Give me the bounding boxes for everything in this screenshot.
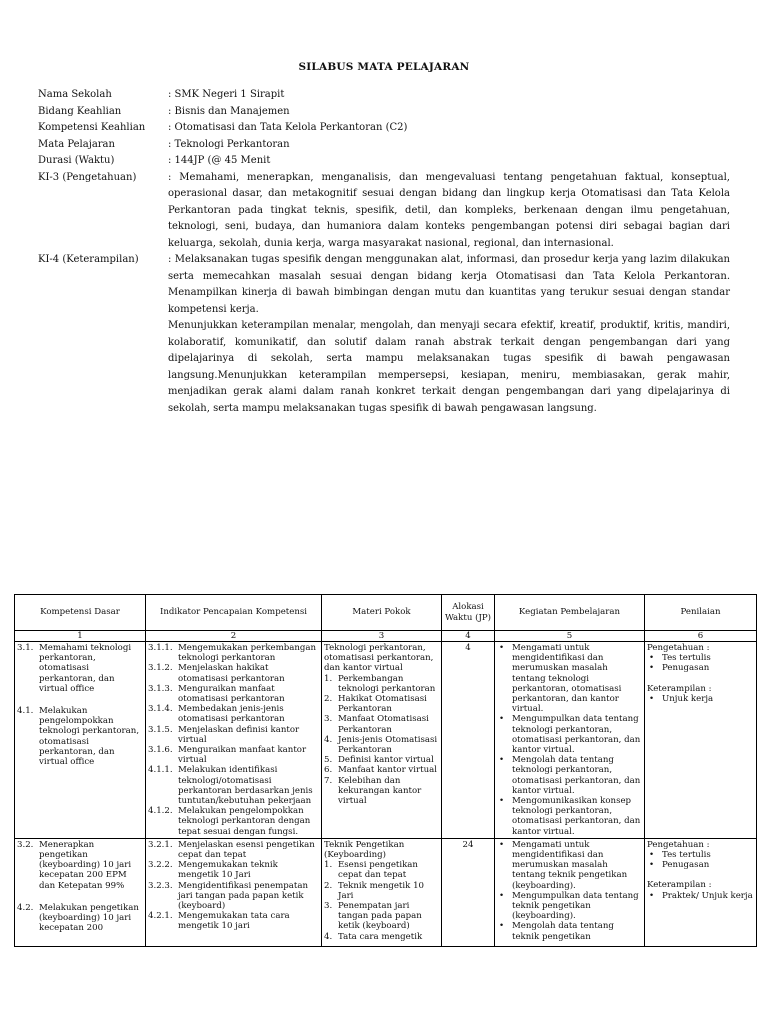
penilaian-keterampilan-list [647, 891, 754, 901]
kegiatan-item [497, 714, 642, 755]
indikator-number: 3.1.3. [148, 683, 173, 694]
kegiatan-item [497, 643, 642, 714]
meta-row [38, 104, 730, 121]
meta-value-text: Menunjukkan keterampilan menalar, mengolah, dan menyaji secara efektif, kreatif, produktif, kritis, mandiri, kolaboratif, komunikatif, dan solutif dalam ranah abstrak terkait dengan pengembangan dari yang dipelajarinya di sekolah, serta mampu melaksanakan tugas spesifik di bawah pengawasan langsung.Menunjukkan keterampilan mempersepsi, kesiapan, meniru, membiasakan, gerak mahir, menjadikan gerak alami dalam ranah konkret terkait dengan pengembangan dari yang dipelajarinya di sekolah, serta mampu melaksanakan tugas spesifik di bawah pengawasan langsung. [168, 320, 730, 414]
materi-text: Perkembangan teknologi perkantoran [338, 673, 436, 694]
materi-intro: Teknik Pengetikan (Keyboarding) [324, 839, 405, 861]
indikator-text: Menguraikan manfaat otomatisasi perkantoran [178, 683, 285, 705]
kd-item [17, 840, 143, 891]
indikator-text: Menguraikan manfaat kantor virtual [178, 745, 307, 766]
indikator-item [148, 860, 319, 880]
materi-item [324, 714, 439, 734]
header-penilaian: Penilaian [645, 595, 757, 631]
indikator-item [148, 765, 319, 806]
indikator-item [148, 704, 319, 724]
indikator-number: 3.1.4. [148, 704, 173, 715]
indikator-number: 3.1.5. [148, 724, 173, 735]
header-alokasi-waktu: Alokasi Waktu (JP) [442, 595, 495, 631]
kd-list [17, 643, 143, 767]
meta-value [168, 153, 730, 170]
identity-section [38, 87, 730, 417]
column-number: 6 [645, 631, 757, 642]
penilaian-pengetahuan-list [647, 850, 754, 870]
kegiatan-item [497, 796, 642, 837]
indikator-item [148, 840, 319, 860]
penilaian-item [647, 850, 754, 860]
header-kegiatan: Kegiatan Pembelajaran [495, 595, 645, 631]
table-header-row [15, 595, 757, 631]
materi-text: Definisi kantor virtual [338, 755, 434, 766]
bullet-icon: • [499, 714, 505, 725]
indikator-text: Mengemukakan tata cara mengetik 10 jari [178, 911, 290, 932]
header-kompetensi-dasar: Kompetensi Dasar [15, 595, 146, 631]
bullet-icon: • [649, 860, 655, 871]
penilaian-pengetahuan-label: Pengetahuan : [647, 839, 710, 850]
header-indikator: Indikator Pencapaian Kompetensi [146, 595, 322, 631]
kegiatan-item [497, 921, 642, 941]
indikator-text: Menjelaskan definisi kantor virtual [178, 724, 300, 745]
bullet-icon: • [499, 796, 505, 807]
materi-number: 2. [324, 694, 333, 705]
kegiatan-text: Mengumpulkan data tentang teknologi perkantoran, otomatisasi perkantoran, dan kantor virtual. [512, 714, 641, 756]
penilaian-text: Tes tertulis [662, 653, 711, 664]
bullet-icon: • [649, 653, 655, 664]
kegiatan-text: Mengolah data tentang teknologi perkantoran, otomatisasi perkantoran, dan kantor virtual. [512, 755, 641, 796]
penilaian-pengetahuan-list [647, 653, 754, 673]
meta-label: KI-4 (Keterampilan) [38, 254, 139, 265]
indikator-item [148, 725, 319, 745]
materi-item [324, 901, 439, 932]
meta-value [168, 120, 730, 137]
meta-value [168, 252, 730, 417]
indikator-number: 3.2.2. [148, 860, 173, 871]
materi-list [324, 860, 439, 942]
bullet-icon: • [499, 755, 505, 766]
materi-number: 7. [324, 775, 333, 786]
bullet-icon: • [649, 890, 655, 901]
column-number: 5 [495, 631, 645, 642]
kegiatan-item [497, 840, 642, 891]
table-row [15, 642, 757, 839]
materi-list [324, 674, 439, 807]
bullet-icon: • [499, 921, 505, 932]
cell-kegiatan [495, 642, 645, 839]
meta-value [168, 170, 730, 253]
materi-text: Teknik mengetik 10 Jari [338, 880, 425, 901]
kegiatan-list [497, 840, 642, 942]
cell-alokasi-waktu: 24 [442, 838, 495, 947]
cell-kompetensi-dasar [15, 642, 146, 839]
materi-item [324, 881, 439, 901]
kd-item [17, 643, 143, 694]
meta-row [38, 252, 730, 417]
penilaian-pengetahuan-label: Pengetahuan : [647, 643, 710, 653]
kd-number: 4.1. [17, 706, 34, 717]
materi-text: Manfaat kantor virtual [338, 765, 437, 776]
indikator-item [148, 684, 319, 704]
indikator-text: Mengemukakan perkembangan teknologi perkantoran [178, 643, 317, 664]
meta-row [38, 87, 730, 104]
bullet-icon: • [649, 693, 655, 704]
penilaian-text: Penugasan [662, 663, 710, 674]
materi-text: Manfaat Otomatisasi Perkantoran [338, 714, 429, 735]
materi-text: Esensi pengetikan cepat dan tepat [338, 860, 418, 881]
column-number: 2 [146, 631, 322, 642]
indikator-number: 3.2.3. [148, 880, 173, 891]
materi-number: 2. [324, 880, 333, 891]
materi-item [324, 674, 439, 694]
indikator-list [148, 643, 319, 837]
meta-value-text: : 144JP (@ 45 Menit [168, 155, 271, 166]
table-row [15, 838, 757, 947]
kd-item [17, 706, 143, 767]
meta-label: Bidang Keahlian [38, 105, 122, 117]
materi-number: 5. [324, 755, 333, 766]
materi-number: 1. [324, 673, 333, 684]
materi-number: 3. [324, 901, 333, 912]
penilaian-item [647, 653, 754, 663]
indikator-text: Melakukan pengelompokkan teknologi perkantoran dengan tepat sesuai dengan fungsi. [178, 806, 311, 837]
materi-number: 6. [324, 765, 333, 776]
kd-list [17, 840, 143, 934]
cell-alokasi-waktu: 4 [442, 642, 495, 839]
bullet-icon: • [649, 850, 655, 861]
column-number-row [15, 631, 757, 642]
materi-text: Penempatan jari tangan pada papan ketik (keyboard) [338, 901, 422, 932]
syllabus-table [14, 594, 757, 947]
materi-number: 4. [324, 931, 333, 942]
meta-value-text: : Bisnis dan Manajemen [168, 105, 290, 117]
kegiatan-text: Mengamati untuk mengidentifikasi dan merumuskan masalah tentang teknologi perkantoran, otomatisasi perkantoran, dan kantor virtual. [512, 643, 622, 715]
materi-text: Hakikat Otomatisasi Perkantoran [338, 694, 427, 715]
meta-row [38, 137, 730, 154]
indikator-text: Menjelaskan esensi pengetikan cepat dan tepat [178, 839, 315, 861]
meta-row [38, 170, 730, 253]
kegiatan-item [497, 755, 642, 796]
penilaian-keterampilan-list [647, 694, 754, 704]
materi-item [324, 860, 439, 880]
indikator-number: 3.1.6. [148, 745, 173, 756]
indikator-number: 4.2.1. [148, 911, 173, 922]
meta-label: Mata Pelajaran [38, 138, 115, 150]
cell-materi-pokok [322, 642, 442, 839]
indikator-number: 3.1.2. [148, 663, 173, 674]
cell-penilaian [645, 642, 757, 839]
penilaian-keterampilan-label: Keterampilan : [647, 880, 712, 891]
indikator-item [148, 881, 319, 912]
materi-item [324, 694, 439, 714]
indikator-item [148, 911, 319, 931]
bullet-icon: • [499, 839, 505, 850]
cell-indikator [146, 642, 322, 839]
penilaian-item [647, 663, 754, 673]
materi-item [324, 776, 439, 807]
column-number: 3 [322, 631, 442, 642]
page-title: SILABUS MATA PELAJARAN [298, 61, 470, 73]
materi-item [324, 765, 439, 775]
indikator-list [148, 840, 319, 932]
meta-label: KI-3 (Pengetahuan) [38, 171, 137, 183]
penilaian-item [647, 860, 754, 870]
kd-text: Melakukan pengelompokkan teknologi perkantoran, otomatisasi perkantoran, dan virtual office [39, 706, 140, 768]
kd-text: Menerapkan pengetikan (keyboarding) 10 jari kecepatan 200 EPM dan Ketepatan 99% [39, 839, 132, 891]
penilaian-item [647, 694, 754, 704]
bullet-icon: • [499, 890, 505, 901]
cell-kegiatan [495, 838, 645, 947]
cell-penilaian [645, 838, 757, 947]
bullet-icon: • [649, 663, 655, 674]
header-materi-pokok: Materi Pokok [322, 595, 442, 631]
penilaian-text: Penugasan [662, 860, 710, 871]
penilaian-text: Praktek/ Unjuk kerja [662, 890, 753, 901]
penilaian-item [647, 891, 754, 901]
penilaian-keterampilan-label: Keterampilan : [647, 683, 712, 694]
materi-text: Tata cara mengetik [338, 931, 423, 942]
meta-label: Durasi (Waktu) [38, 155, 115, 166]
kegiatan-text: Mengamati untuk mengidentifikasi dan merumuskan masalah tentang teknik pengetikan (keyboarding). [512, 839, 628, 891]
column-number: 4 [442, 631, 495, 642]
indikator-text: Membedakan jenis-jenis otomatisasi perkantoran [178, 704, 285, 725]
indikator-item [148, 806, 319, 837]
meta-value-text: : Memahami, menerapkan, menganalisis, dan mengevaluasi tentang pengetahuan faktual, konseptual, operasional dasar, dan metakognitif sesuai dengan bidang dan lingkup kerja Otomatisasi dan Tata Kelola Perkantoran pada tingkat teknis, spesifik, detil, dan kompleks, berkenaan dengan ilmu pengetahuan, teknologi, seni, budaya, dan humaniora dalam konteks pengembangan potensi diri sebagai bagian dari keluarga, sekolah, dunia kerja, warga masyarakat nasional, regional, dan internasional. [168, 171, 730, 249]
cell-materi-pokok [322, 838, 442, 947]
meta-label: Nama Sekolah [38, 89, 112, 100]
cell-kompetensi-dasar [15, 838, 146, 947]
column-number: 1 [15, 631, 146, 642]
penilaian-text: Tes tertulis [662, 850, 711, 861]
meta-row [38, 120, 730, 137]
indikator-text: Melakukan identifikasi teknologi/otomatisasi perkantoran berdasarkan jenis tuntutan/kebutuhan pekerjaan [178, 765, 313, 807]
kd-number: 4.2. [17, 902, 34, 913]
indikator-number: 3.1.1. [148, 643, 173, 653]
bullet-icon: • [499, 643, 505, 653]
indikator-item [148, 643, 319, 663]
meta-value-text: : Teknologi Perkantoran [168, 138, 290, 150]
indikator-number: 3.2.1. [148, 839, 173, 850]
materi-item [324, 735, 439, 755]
meta-value-text: : Melaksanakan tugas spesifik dengan menggunakan alat, informasi, dan prosedur kerja yang lazim dilakukan serta memecahkan masalah sesuai dengan bidang kerja Otomatisasi dan Tata Kelola Perkantoran. Menampilkan kinerja di bawah bimbingan dengan mutu dan kuantitas yang terukur sesuai dengan standar kompetensi kerja. [168, 254, 730, 315]
materi-number: 1. [324, 860, 333, 871]
materi-text: Jenis-jenis Otomatisasi Perkantoran [338, 734, 438, 756]
indikator-item [148, 745, 319, 765]
indikator-text: Menjelaskan hakikat otomatisasi perkantoran [178, 663, 285, 684]
cell-indikator [146, 838, 322, 947]
materi-text: Kelebihan dan kekurangan kantor virtual [338, 775, 422, 807]
kegiatan-item [497, 891, 642, 922]
kegiatan-text: Mengolah data tentang teknik pengetikan [512, 921, 614, 942]
meta-label: Kompetensi Keahlian [38, 122, 146, 133]
indikator-item [148, 663, 319, 683]
materi-number: 4. [324, 734, 333, 745]
meta-value [168, 104, 730, 121]
meta-value-text: : Otomatisasi dan Tata Kelola Perkantoran (C2) [168, 122, 408, 133]
kd-text: Memahami teknologi perkantoran, otomatisasi perkantoran, dan virtual office [39, 643, 132, 694]
kegiatan-text: Mengomunikasikan konsep teknologi perkantoran, otomatisasi perkantoran, dan kantor virtual. [512, 796, 641, 837]
meta-row [38, 153, 730, 170]
kegiatan-list [497, 643, 642, 837]
penilaian-text: Unjuk kerja [662, 693, 714, 704]
kd-item [17, 903, 143, 934]
meta-value-text: : SMK Negeri 1 Sirapit [168, 89, 285, 100]
materi-intro: Teknologi perkantoran, otomatisasi perkantoran, dan kantor virtual [324, 643, 434, 674]
indikator-text: Mengidentifikasi penempatan jari tangan pada papan ketik (keyboard) [178, 880, 309, 912]
materi-item [324, 755, 439, 765]
kd-text: Melakukan pengetikan (keyboarding) 10 jari kecepatan 200 [39, 902, 139, 934]
indikator-number: 4.1.1. [148, 765, 173, 776]
materi-item [324, 932, 439, 942]
meta-value [168, 87, 730, 104]
meta-value [168, 137, 730, 154]
indikator-number: 4.1.2. [148, 806, 173, 817]
kd-number: 3.2. [17, 839, 34, 850]
indikator-text: Mengemukakan teknik mengetik 10 Jari [178, 860, 278, 881]
kd-number: 3.1. [17, 643, 34, 653]
kegiatan-text: Mengumpulkan data tentang teknik pengetikan (keyboarding). [512, 890, 639, 922]
materi-number: 3. [324, 714, 333, 725]
